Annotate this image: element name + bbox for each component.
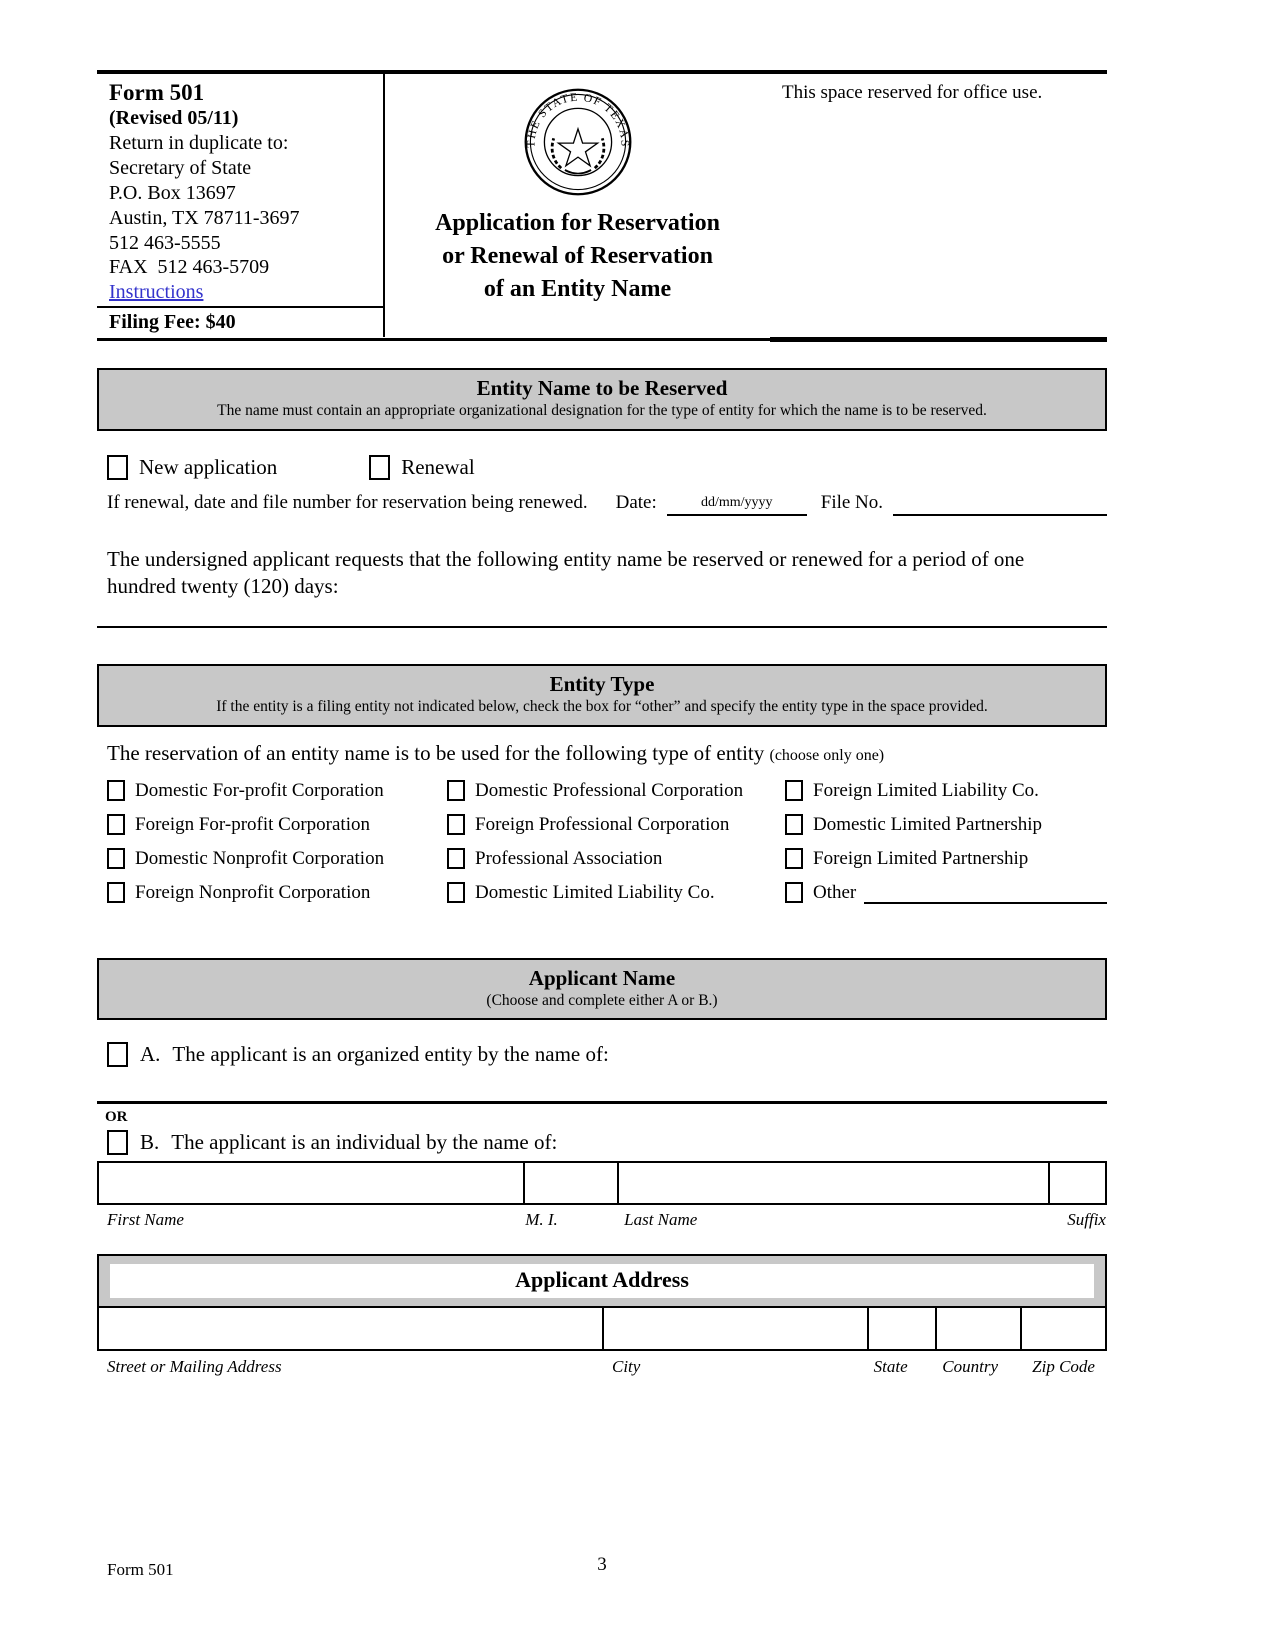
header-bottom-rule: [97, 337, 1107, 342]
instructions-link[interactable]: Instructions: [109, 281, 204, 304]
po-box-line: P.O. Box 13697: [109, 182, 236, 205]
header-rule-left: [97, 338, 770, 341]
domestic-llc-checkbox[interactable]: [447, 882, 465, 903]
date-input-line[interactable]: [667, 492, 807, 516]
entity-type-intro-text: The reservation of an entity name is to be used for the following type of entity: [107, 740, 765, 765]
renewal-details-row: [97, 492, 1107, 516]
individual-name-table: [97, 1161, 1107, 1205]
option-domestic-lp: [785, 814, 1107, 836]
section-bar-entity-type: [97, 664, 1107, 727]
option-label: Domestic Limited Partnership: [813, 813, 1043, 835]
filing-fee: Filing Fee: $40: [97, 306, 383, 335]
foreign-nonprofit-checkbox[interactable]: [107, 882, 125, 903]
suffix-field[interactable]: [1048, 1163, 1105, 1203]
form-info-box: [97, 74, 385, 337]
city-field[interactable]: [602, 1308, 867, 1349]
option-a-row: [97, 1042, 1107, 1067]
renewal-label: Renewal: [401, 454, 475, 479]
zip-code-field[interactable]: [1020, 1308, 1105, 1349]
section-divider-line: [97, 1101, 1107, 1104]
form-title-line-3: of an Entity Name: [483, 276, 672, 303]
domestic-professional-checkbox[interactable]: [447, 780, 465, 801]
reservation-request-text: The undersigned applicant requests that the following entity name be reserved or renewed for a period of one hundred twenty (120) days:: [107, 546, 1025, 598]
foreign-professional-checkbox[interactable]: [447, 814, 465, 835]
return-instruction-line: Return in duplicate to:: [109, 132, 289, 155]
fax-line: FAX 512 463-5709: [109, 256, 270, 279]
last-name-field[interactable]: [617, 1163, 1048, 1203]
office-use-note: This space reserved for office use.: [782, 82, 1043, 103]
professional-association-checkbox[interactable]: [447, 848, 465, 869]
option-b-label: The applicant is an individual by the name of:: [171, 1130, 558, 1155]
footer-page-number: 3: [597, 1554, 607, 1575]
foreign-lp-checkbox[interactable]: [785, 848, 803, 869]
form-title-line-1: Application for Reservation: [435, 210, 720, 236]
middle-initial-label: M. I.: [525, 1210, 558, 1230]
footer-form-ref: Form 501: [107, 1560, 174, 1579]
state-field[interactable]: [867, 1308, 935, 1349]
entity-type-intro: [97, 741, 1107, 766]
option-label: Domestic Nonprofit Corporation: [135, 847, 385, 869]
renewal-instruction: If renewal, date and file number for reservation being renewed.: [107, 491, 588, 513]
form-revision: (Revised 05/11): [109, 107, 239, 130]
option-b-row: [97, 1130, 1107, 1155]
form-title-block: [385, 74, 770, 337]
option-a-prefix: A.: [140, 1042, 161, 1067]
entity-name-section-title: Entity Name to be Reserved: [476, 376, 728, 401]
other-label: Other: [813, 881, 857, 903]
entity-name-input-line[interactable]: [97, 626, 1107, 628]
option-b-checkbox[interactable]: [107, 1130, 128, 1155]
section-bar-applicant-address: [97, 1254, 1107, 1308]
street-address-field[interactable]: [99, 1308, 602, 1349]
texas-state-seal-icon: [522, 86, 634, 198]
new-application-checkbox[interactable]: [107, 455, 128, 480]
option-a-checkbox[interactable]: [107, 1042, 128, 1067]
applicant-name-section-subtitle: (Choose and complete either A or B.): [486, 992, 718, 1010]
agency-name-line: Secretary of State: [109, 157, 252, 180]
suffix-label: Suffix: [1067, 1210, 1106, 1230]
foreign-llc-checkbox[interactable]: [785, 780, 803, 801]
entity-name-section-subtitle: The name must contain an appropriate organizational designation for the type of entity for which the name is to be reserved.: [217, 402, 987, 420]
option-label: Domestic Professional Corporation: [475, 779, 744, 801]
file-no-label: File No.: [820, 491, 884, 513]
office-use-area: [770, 74, 1107, 337]
foreign-for-profit-checkbox[interactable]: [107, 814, 125, 835]
option-label: Foreign Nonprofit Corporation: [135, 881, 371, 903]
header-rule-right: [770, 337, 1107, 342]
country-label: Country: [942, 1357, 999, 1377]
option-foreign-professional: [447, 814, 785, 836]
first-name-label: First Name: [107, 1210, 184, 1230]
option-label: Foreign Professional Corporation: [475, 813, 730, 835]
option-label: Professional Association: [475, 847, 663, 869]
seal-text: THE STATE OF TEXAS: [524, 90, 631, 148]
form-number: Form 501: [109, 80, 205, 105]
entity-type-section-title: Entity Type: [549, 672, 655, 697]
option-domestic-nonprofit: [107, 848, 447, 870]
state-label: State: [873, 1357, 908, 1377]
applicant-address-section-title: Applicant Address: [110, 1264, 1094, 1298]
domestic-lp-checkbox[interactable]: [785, 814, 803, 835]
form-title-line-2: or Renewal of Reservation: [442, 243, 713, 270]
phone-line: 512 463-5555: [109, 231, 221, 254]
section-bar-applicant-name: [97, 958, 1107, 1021]
last-name-label: Last Name: [624, 1210, 698, 1230]
city-label: City: [612, 1357, 641, 1377]
applicant-address-labels: [97, 1357, 1107, 1377]
date-label: Date:: [615, 491, 657, 513]
other-checkbox[interactable]: [785, 882, 803, 903]
individual-name-labels: [97, 1210, 1107, 1230]
domestic-nonprofit-checkbox[interactable]: [107, 848, 125, 869]
choose-only-one-note: (choose only one): [769, 746, 885, 764]
svg-text:THE STATE OF TEXAS: [524, 91, 631, 148]
option-domestic-llc: [447, 882, 785, 904]
option-foreign-nonprofit: [107, 882, 447, 904]
option-professional-association: [447, 848, 785, 870]
option-foreign-lp: [785, 848, 1107, 870]
date-format-hint: dd/mm/yyyy: [700, 494, 773, 510]
option-label: Domestic For-profit Corporation: [135, 779, 384, 801]
form-header: [97, 70, 1107, 337]
option-label: Domestic Limited Liability Co.: [475, 881, 715, 903]
city-state-zip-line: Austin, TX 78711-3697: [109, 206, 300, 229]
country-field[interactable]: [935, 1308, 1021, 1349]
file-no-input-line[interactable]: [893, 492, 1107, 516]
option-label: Foreign Limited Liability Co.: [813, 779, 1039, 801]
option-foreign-for-profit: [107, 814, 447, 836]
application-type-row: [97, 455, 1107, 480]
first-name-field[interactable]: [99, 1163, 523, 1203]
entity-type-section-subtitle: If the entity is a filing entity not indicated below, check the box for “other” and specify the entity type in the space provided.: [216, 698, 988, 716]
form-title: [385, 207, 770, 306]
applicant-address-table: [97, 1306, 1107, 1351]
option-a-label: The applicant is an organized entity by the name of:: [172, 1042, 609, 1067]
option-domestic-for-profit: [107, 780, 447, 802]
option-b-prefix: B.: [140, 1130, 160, 1155]
option-other: [785, 882, 1107, 904]
street-address-label: Street or Mailing Address: [107, 1357, 282, 1377]
seal-star: [558, 129, 597, 166]
new-application-label: New application: [139, 454, 278, 479]
entity-type-options-grid: [97, 780, 1107, 904]
other-entity-type-input-line[interactable]: [864, 902, 1107, 904]
form-content: [97, 70, 1107, 1377]
domestic-for-profit-checkbox[interactable]: [107, 780, 125, 801]
option-domestic-professional: [447, 780, 785, 802]
option-label: Foreign Limited Partnership: [813, 847, 1029, 869]
section-bar-entity-name: [97, 368, 1107, 431]
or-label: OR: [105, 1109, 128, 1126]
option-label: Foreign For-profit Corporation: [135, 813, 370, 835]
renewal-checkbox[interactable]: [369, 455, 390, 480]
applicant-name-section-title: Applicant Name: [528, 965, 676, 990]
zip-code-label: Zip Code: [1032, 1357, 1095, 1377]
option-foreign-llc: [785, 780, 1107, 802]
middle-initial-field[interactable]: [523, 1163, 618, 1203]
